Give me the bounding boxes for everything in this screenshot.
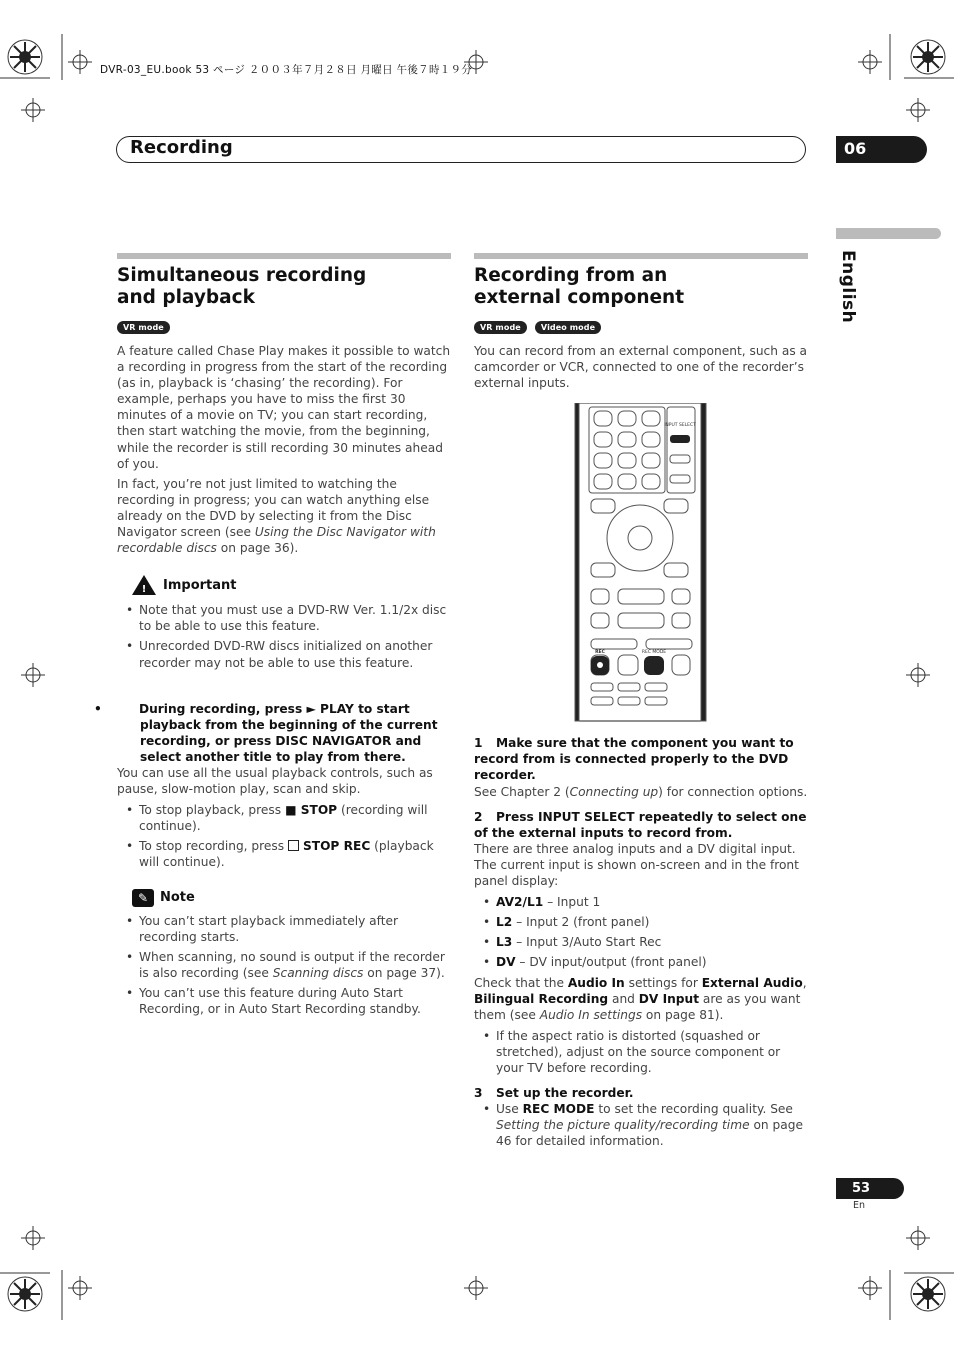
step-instruction: • During recording, press ► PLAY to start playback from the beginning of the current recording, or press DISC NAVIGATOR and select another title to play from there. bbox=[94, 701, 438, 764]
warning-icon bbox=[131, 574, 157, 596]
list-item: • Note that you must use a DVD-RW Ver. 1.1/2x disc to be able to use this feature. bbox=[117, 602, 451, 634]
vr-mode-badge: VR mode bbox=[117, 321, 170, 334]
vr-mode-badge: VR mode bbox=[474, 321, 527, 334]
list-item: • L2 – Input 2 (front panel) bbox=[474, 914, 808, 930]
input-select-label: INPUT SELECT bbox=[664, 423, 696, 429]
step-3: 3 Set up the recorder. bbox=[474, 1086, 634, 1101]
chapter-number: 06 bbox=[836, 136, 927, 163]
rec-mode-button bbox=[644, 656, 664, 675]
important-list bbox=[117, 602, 451, 670]
list-item: • Use REC MODE to set the recording quality. See Setting the picture quality/recording time on page 46 for detailed information. bbox=[474, 1101, 808, 1149]
paragraph: See Chapter 2 (Connecting up) for connection options. bbox=[474, 784, 808, 799]
list-item: • You can’t start playback immediately after recording starts. bbox=[117, 913, 451, 945]
note-icon: ✎ bbox=[132, 889, 154, 907]
note-list bbox=[117, 913, 451, 1018]
list-item: • L3 – Input 3/Auto Start Rec bbox=[474, 934, 808, 950]
video-mode-badge: Video mode bbox=[535, 321, 601, 334]
paragraph: A feature called Chase Play makes it possible to watch a recording in progress from the start of the recording (as in, playback is ‘chasing’ the recording). For example, perhaps you have to miss the first 30 minutes of a movie on TV; you can start recording, then start watching the movie, from the beginning, while the recorder is still recording 30 minutes ahead of you. bbox=[117, 344, 451, 471]
input-list bbox=[474, 894, 808, 970]
paragraph: Check that the Audio In settings for External Audio, Bilingual Recording and DV Input are as you want them (see Audio In settings on page 81). bbox=[474, 975, 807, 1022]
section-rule bbox=[474, 253, 808, 259]
list-item: • When scanning, no sound is output if the recorder is also recording (see Scanning discs on page 37). bbox=[117, 949, 451, 981]
page-title: Recording bbox=[130, 137, 233, 158]
list-item: • To stop recording, press STOP REC (playback will continue). bbox=[117, 838, 451, 870]
step-1: 1 Make sure that the component you want to record from is connected properly to the DVD recorder. bbox=[474, 736, 794, 783]
section-heading: Simultaneous recording and playback bbox=[117, 265, 367, 308]
list-item: • If the aspect ratio is distorted (squashed or stretched), adjust on the source component or your TV before recording. bbox=[474, 1028, 808, 1076]
paragraph: You can use all the usual playback controls, such as pause, slow-motion play, scan and skip. bbox=[117, 765, 433, 797]
step-3-list bbox=[474, 1101, 808, 1149]
note-heading: ✎ Note bbox=[117, 889, 451, 907]
paragraph: There are three analog inputs and a DV digital input. The current input is shown on-screen and in the front panel display: bbox=[474, 841, 799, 889]
paragraph: You can record from an external component, such as a camcorder or VCR, connected to one of the recorder’s external inputs. bbox=[474, 344, 808, 391]
language-label: English bbox=[838, 250, 858, 324]
stop-list bbox=[117, 802, 451, 870]
list-item: • DV – DV input/output (front panel) bbox=[474, 954, 808, 970]
rec-label: REC bbox=[595, 650, 605, 656]
list-item: • You can’t use this feature during Auto Start Recording, or in Auto Start Recording standby. bbox=[117, 985, 451, 1017]
section-rule bbox=[117, 253, 451, 259]
section-heading: Recording from an external component bbox=[474, 265, 685, 308]
page-language: En bbox=[853, 1200, 866, 1211]
remote-control-illustration bbox=[474, 403, 808, 723]
paragraph: In fact, you’re not just limited to watching the recording in progress; you can watch anything else already on the DVD by selecting it from the Disc Navigator screen (see Using the Disc Navigator with recordable discs on page 36). bbox=[117, 476, 436, 556]
list-item: • To stop playback, press ■ STOP (recording will continue). bbox=[117, 802, 451, 834]
page-number: 53 bbox=[836, 1178, 904, 1199]
input-select-button bbox=[670, 435, 690, 443]
right-column bbox=[474, 253, 808, 1153]
language-tab bbox=[836, 228, 941, 239]
left-column bbox=[94, 253, 451, 1021]
aspect-list bbox=[474, 1028, 808, 1076]
file-info: DVR-03_EU.book 53 ページ ２００３年７月２８日 月曜日 午後７時１９分 bbox=[100, 64, 473, 76]
rec-mode-label: REC MODE bbox=[641, 650, 667, 656]
list-item: • AV2/L1 – Input 1 bbox=[474, 894, 808, 910]
list-item: • Unrecorded DVD-RW discs initialized on another recorder may not be able to use this feature. bbox=[117, 638, 451, 670]
stop-rec-icon bbox=[288, 840, 299, 851]
important-heading: ! Important bbox=[117, 574, 451, 596]
svg-text:!: ! bbox=[141, 584, 147, 596]
step-2: 2 Press INPUT SELECT repeatedly to select one of the external inputs to record from. bbox=[474, 809, 807, 840]
